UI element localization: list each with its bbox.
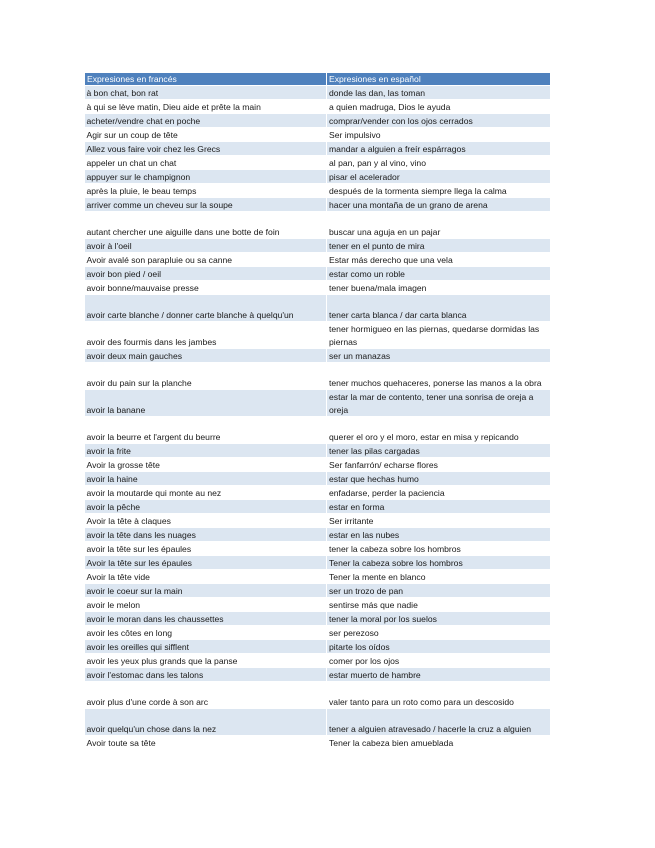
spanish-expression-cell: Tener la cabeza bien amueblada [327, 736, 551, 750]
table-row [85, 458, 551, 472]
table-row [85, 114, 551, 128]
spanish-expression-cell: ser un trozo de pan [327, 584, 551, 598]
french-expression-cell: Agir sur un coup de tête [85, 128, 327, 142]
spanish-expression-cell: sentirse más que nadie [327, 598, 551, 612]
table-row [85, 654, 551, 668]
french-expression-cell: avoir du pain sur la planche [85, 363, 327, 390]
french-expression-cell: acheter/vendre chat en poche [85, 114, 327, 128]
table-row [85, 170, 551, 184]
table-row [85, 100, 551, 114]
table-row [85, 486, 551, 500]
french-expression-cell: avoir des fourmis dans les jambes [85, 322, 327, 349]
french-expression-cell: Avoir la tête à claques [85, 514, 327, 528]
table-row [85, 528, 551, 542]
french-expression-cell: avoir carte blanche / donner carte blanche à quelqu'un [85, 295, 327, 322]
french-expression-cell: avoir la haine [85, 472, 327, 486]
table-row [85, 472, 551, 486]
table-row [85, 128, 551, 142]
spanish-expression-cell: estar en las nubes [327, 528, 551, 542]
table-row [85, 640, 551, 654]
french-expression-cell: avoir l'estomac dans les talons [85, 668, 327, 682]
spanish-expression-cell: tener muchos quehaceres, ponerse las manos a la obra [327, 363, 551, 390]
table-row [85, 184, 551, 198]
french-expression-cell: à qui se lève matin, Dieu aide et prête la main [85, 100, 327, 114]
expressions-table [84, 72, 551, 750]
spanish-expression-cell: enfadarse, perder la paciencia [327, 486, 551, 500]
french-expression-cell: avoir à l'oeil [85, 239, 327, 253]
table-body [85, 86, 551, 750]
french-expression-cell: avoir bon pied / oeil [85, 267, 327, 281]
spanish-expression-cell: al pan, pan y al vino, vino [327, 156, 551, 170]
spanish-expression-cell: Ser fanfarrón/ echarse flores [327, 458, 551, 472]
french-expression-cell: arriver comme un cheveu sur la soupe [85, 198, 327, 212]
spanish-expression-cell: Tener la mente en blanco [327, 570, 551, 584]
french-expression-cell: avoir la pêche [85, 500, 327, 514]
french-expression-cell: avoir plus d'une corde à son arc [85, 682, 327, 709]
french-expression-cell: avoir les yeux plus grands que la panse [85, 654, 327, 668]
table-row [85, 322, 551, 349]
french-expression-cell: autant chercher une aiguille dans une botte de foin [85, 212, 327, 239]
spanish-expression-cell: mandar a alguien a freír espárragos [327, 142, 551, 156]
spanish-expression-cell: Ser irritante [327, 514, 551, 528]
french-expression-cell: à bon chat, bon rat [85, 86, 327, 100]
spanish-expression-cell: ser perezoso [327, 626, 551, 640]
french-expression-cell: avoir la banane [85, 390, 327, 417]
table-header-row [85, 73, 551, 86]
french-expression-cell: après la pluie, le beau temps [85, 184, 327, 198]
french-expression-cell: Avoir la tête vide [85, 570, 327, 584]
table-row [85, 363, 551, 390]
table-row [85, 736, 551, 750]
table-row [85, 212, 551, 239]
table-row [85, 556, 551, 570]
table-row [85, 514, 551, 528]
french-expression-cell: appeler un chat un chat [85, 156, 327, 170]
table-row [85, 86, 551, 100]
french-expression-cell: avoir le coeur sur la main [85, 584, 327, 598]
french-expression-cell: avoir le moran dans les chaussettes [85, 612, 327, 626]
table-row [85, 500, 551, 514]
spanish-expression-cell: estar como un roble [327, 267, 551, 281]
spanish-expression-cell: valer tanto para un roto como para un descosido [327, 682, 551, 709]
spanish-expression-cell: estar en forma [327, 500, 551, 514]
french-expression-cell: avoir les côtes en long [85, 626, 327, 640]
french-expression-cell: avoir quelqu'un chose dans la nez [85, 709, 327, 736]
french-expression-cell: avoir les oreilles qui sifflent [85, 640, 327, 654]
table-row [85, 668, 551, 682]
french-expression-cell: avoir la tête dans les nuages [85, 528, 327, 542]
spanish-expression-cell: tener en el punto de mira [327, 239, 551, 253]
header-french: Expresiones en francés [85, 73, 327, 86]
table-row [85, 682, 551, 709]
table-row [85, 239, 551, 253]
table-row [85, 598, 551, 612]
table-row [85, 142, 551, 156]
french-expression-cell: avoir la tête sur les épaules [85, 542, 327, 556]
spanish-expression-cell: tener buena/mala imagen [327, 281, 551, 295]
spanish-expression-cell: Estar más derecho que una vela [327, 253, 551, 267]
french-expression-cell: avoir le melon [85, 598, 327, 612]
table-row [85, 612, 551, 626]
french-expression-cell: Allez vous faire voir chez les Grecs [85, 142, 327, 156]
table-row [85, 281, 551, 295]
french-expression-cell: avoir deux main gauches [85, 349, 327, 363]
french-expression-cell: Avoir la tête sur les épaules [85, 556, 327, 570]
french-expression-cell: avoir la beurre et l'argent du beurre [85, 417, 327, 444]
spanish-expression-cell: tener la cabeza sobre los hombros [327, 542, 551, 556]
french-expression-cell: Avoir avalé son parapluie ou sa canne [85, 253, 327, 267]
french-expression-cell: avoir la frite [85, 444, 327, 458]
spanish-expression-cell: estar que hechas humo [327, 472, 551, 486]
spanish-expression-cell: querer el oro y el moro, estar en misa y repicando [327, 417, 551, 444]
table-row [85, 709, 551, 736]
french-expression-cell: appuyer sur le champignon [85, 170, 327, 184]
table-row [85, 570, 551, 584]
spanish-expression-cell: a quien madruga, Dios le ayuda [327, 100, 551, 114]
french-expression-cell: Avoir la grosse tête [85, 458, 327, 472]
spanish-expression-cell: estar la mar de contento, tener una sonrisa de oreja a oreja [327, 390, 551, 417]
table-row [85, 626, 551, 640]
table-row [85, 198, 551, 212]
spanish-expression-cell: tener las pilas cargadas [327, 444, 551, 458]
spanish-expression-cell: comprar/vender con los ojos cerrados [327, 114, 551, 128]
spanish-expression-cell: estar muerto de hambre [327, 668, 551, 682]
spanish-expression-cell: tener la moral por los suelos [327, 612, 551, 626]
french-expression-cell: Avoir toute sa tête [85, 736, 327, 750]
spanish-expression-cell: ser un manazas [327, 349, 551, 363]
spanish-expression-cell: pitarte los oídos [327, 640, 551, 654]
spanish-expression-cell: buscar una aguja en un pajar [327, 212, 551, 239]
table-row [85, 417, 551, 444]
spanish-expression-cell: Ser impulsivo [327, 128, 551, 142]
french-expression-cell: avoir la moutarde qui monte au nez [85, 486, 327, 500]
table-row [85, 444, 551, 458]
table-row [85, 156, 551, 170]
header-spanish: Expresiones en español [327, 73, 551, 86]
table-row [85, 253, 551, 267]
spanish-expression-cell: tener a alguien atravesado / hacerle la cruz a alguien [327, 709, 551, 736]
spanish-expression-cell: pisar el acelerador [327, 170, 551, 184]
spanish-expression-cell: después de la tormenta siempre llega la calma [327, 184, 551, 198]
spanish-expression-cell: donde las dan, las toman [327, 86, 551, 100]
table-row [85, 542, 551, 556]
table-row [85, 584, 551, 598]
spanish-expression-cell: hacer una montaña de un grano de arena [327, 198, 551, 212]
french-expression-cell: avoir bonne/mauvaise presse [85, 281, 327, 295]
spanish-expression-cell: tener carta blanca / dar carta blanca [327, 295, 551, 322]
table-row [85, 295, 551, 322]
table-row [85, 390, 551, 417]
spanish-expression-cell: Tener la cabeza sobre los hombros [327, 556, 551, 570]
table-row [85, 267, 551, 281]
spanish-expression-cell: comer por los ojos [327, 654, 551, 668]
table-row [85, 349, 551, 363]
spanish-expression-cell: tener hormigueo en las piernas, quedarse dormidas las piernas [327, 322, 551, 349]
